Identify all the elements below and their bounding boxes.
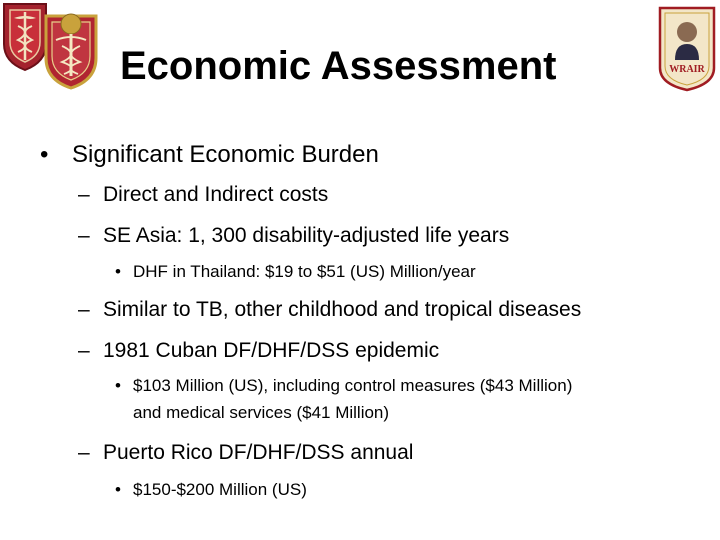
bullet-text: $103 Million (US), including control measures ($43 Million) xyxy=(133,376,573,395)
wrair-portrait-logo-icon xyxy=(656,4,718,92)
army-medical-shield-icon xyxy=(40,10,102,92)
bullet-text: 1981 Cuban DF/DHF/DSS epidemic xyxy=(103,339,440,362)
dash-marker: – xyxy=(78,441,90,464)
sub-bullet-marker: • xyxy=(115,262,121,281)
svg-text:WRAIR: WRAIR xyxy=(669,64,705,75)
bullet-text: $150-$200 Million (US) xyxy=(133,480,307,499)
sub-bullet-marker: • xyxy=(115,480,121,499)
bullet-text: Direct and Indirect costs xyxy=(103,183,329,206)
bullet-text: Similar to TB, other childhood and tropical diseases xyxy=(103,298,582,321)
bullet-text: SE Asia: 1, 300 disability-adjusted life years xyxy=(103,224,510,247)
dash-marker: – xyxy=(78,298,90,321)
dash-marker: – xyxy=(78,339,90,362)
dash-marker: – xyxy=(78,183,90,206)
bullet-marker: • xyxy=(40,141,49,168)
dash-marker: – xyxy=(78,224,90,247)
sub-bullet-marker: • xyxy=(115,376,121,395)
bullet-text: Significant Economic Burden xyxy=(72,141,379,168)
bullet-text: DHF in Thailand: $19 to $51 (US) Million/year xyxy=(133,262,476,281)
slide-title: Economic Assessment xyxy=(120,44,557,88)
bullet-text: Puerto Rico DF/DHF/DSS annual xyxy=(103,441,414,464)
bullet-text-continuation: and medical services ($41 Million) xyxy=(133,403,390,422)
